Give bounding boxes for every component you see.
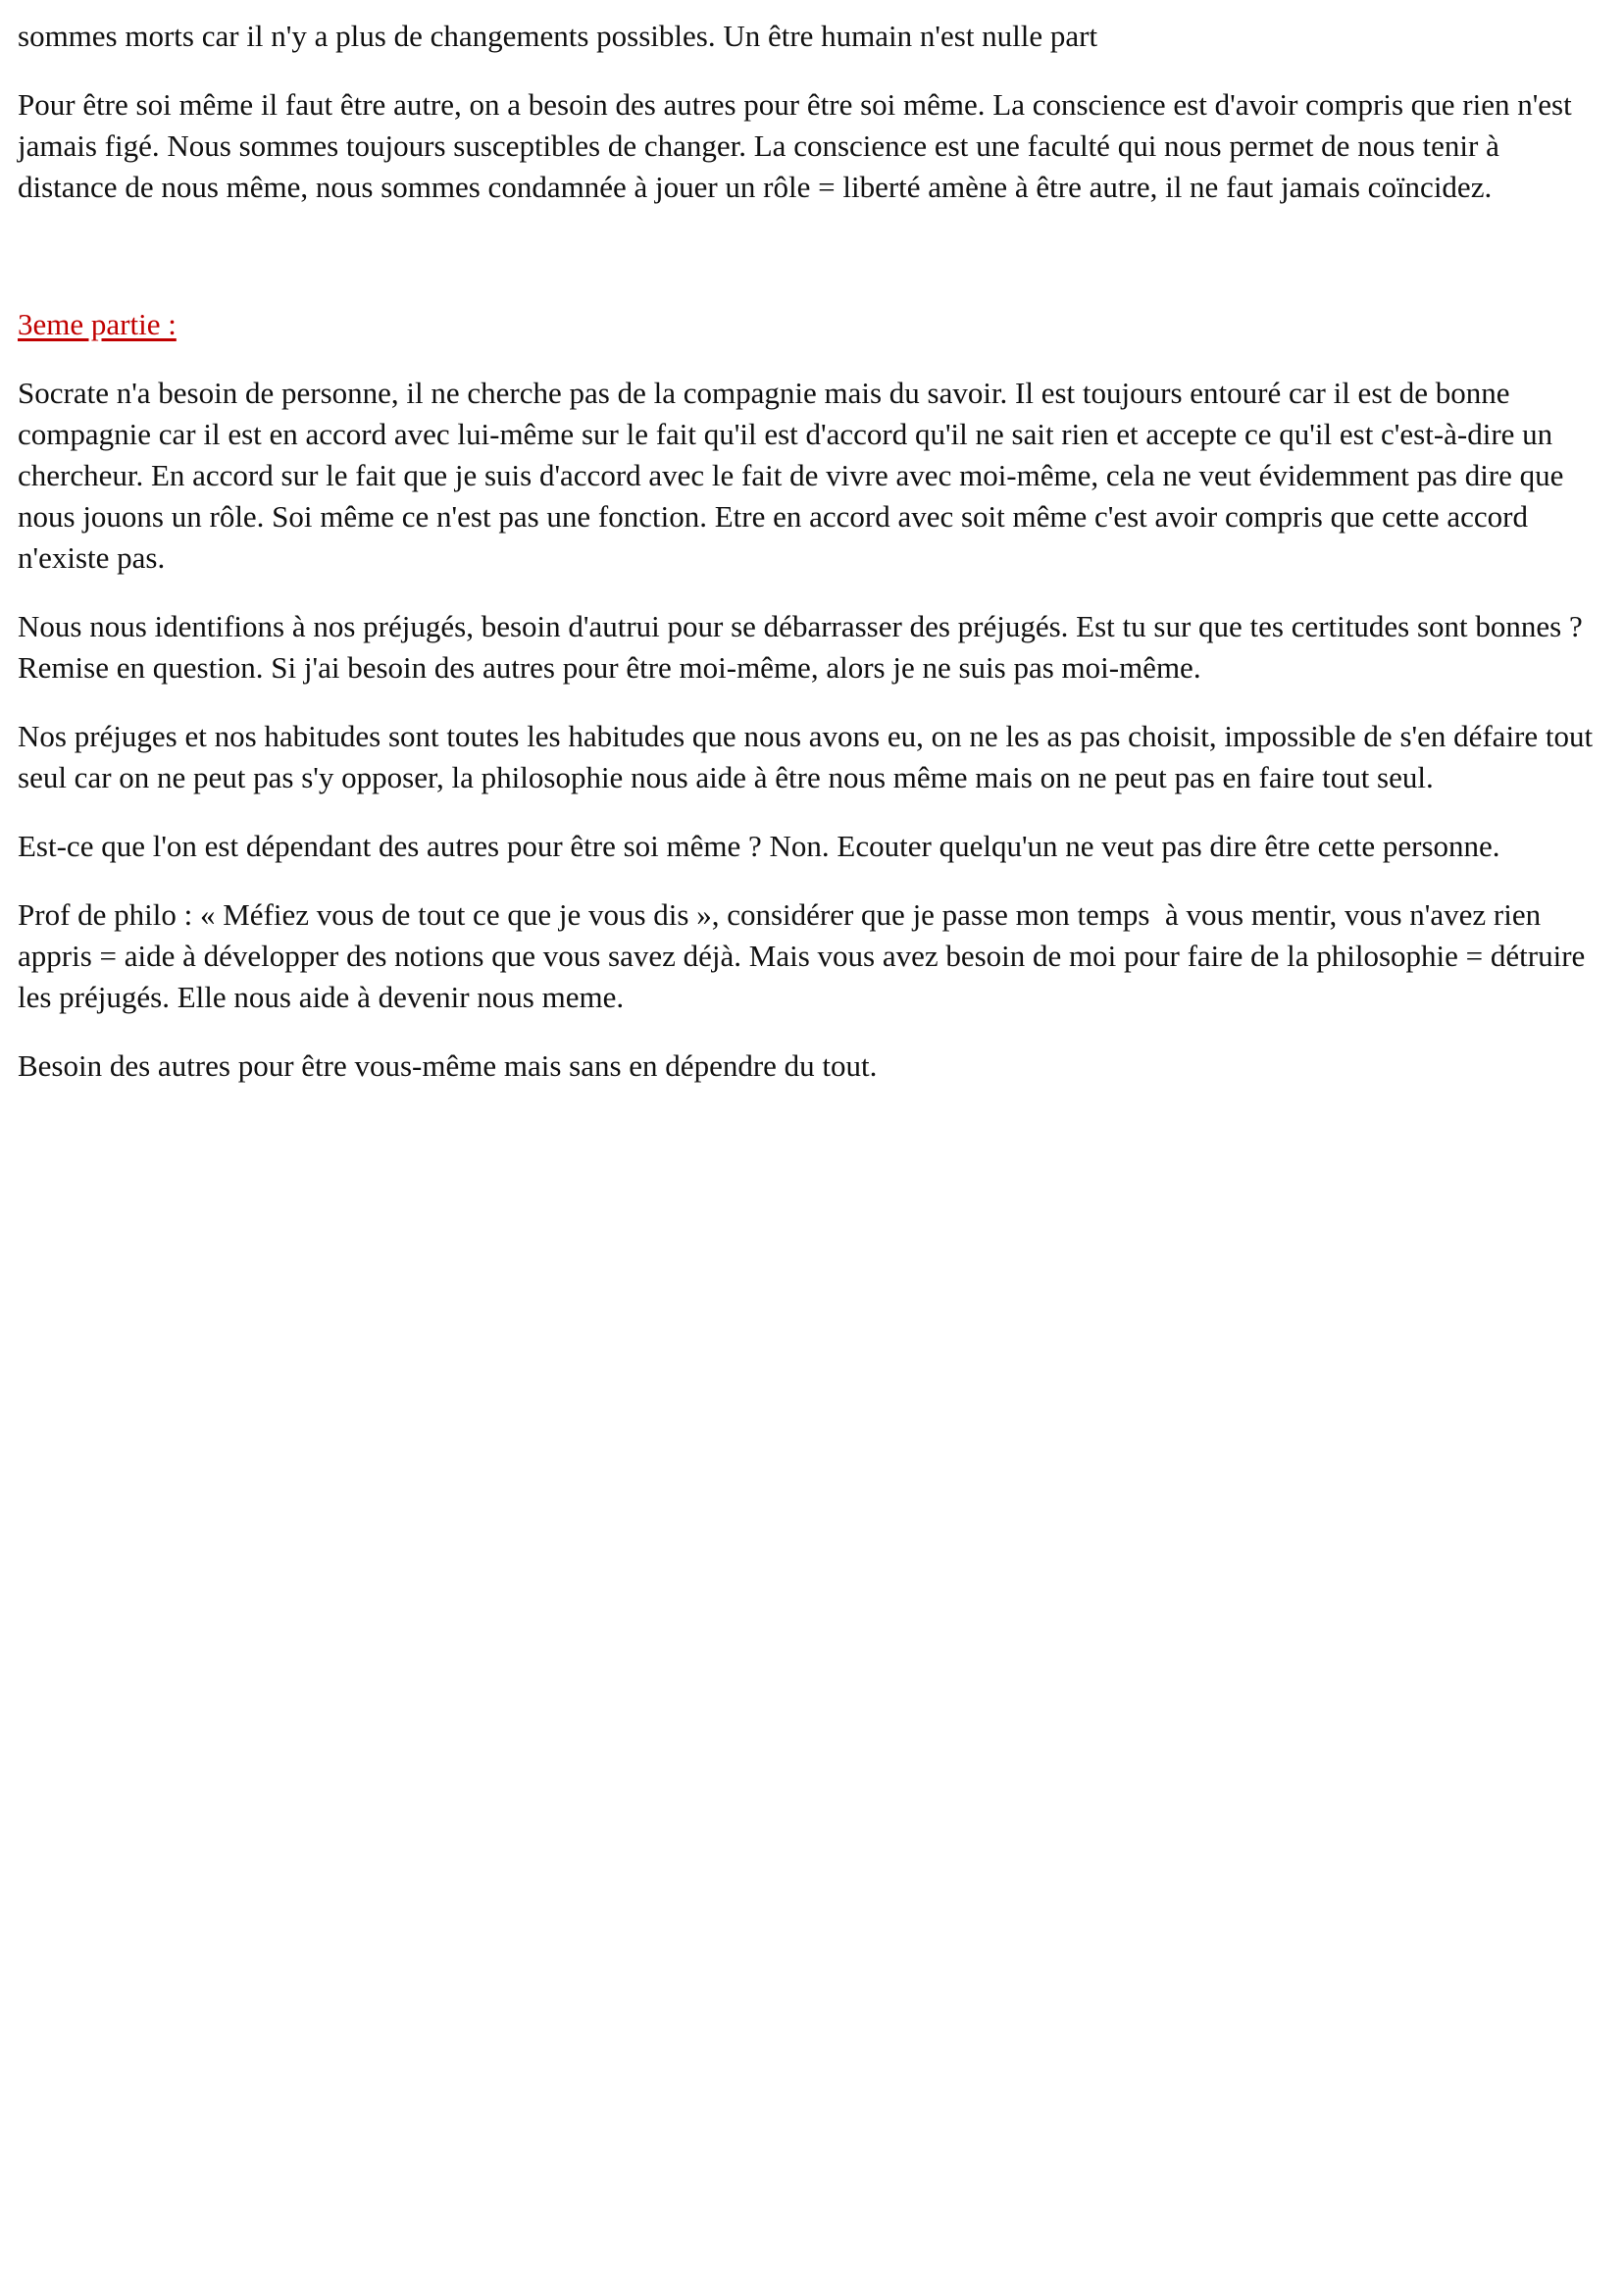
- paragraph-section-1: Socrate n'a besoin de personne, il ne cherche pas de la compagnie mais du savoir. Il est toujours entouré car il est de bonne compagnie car il est en accord avec lui-même sur le fait qu'il est d'accord qu'il ne sait rien et accepte ce qu'il est c'est-à-dire un chercheur. En accord sur le fait que je suis d'accord avec le fait de vivre avec moi-même, cela ne veut évidemment pas dire que nous jouons un rôle. Soi même ce n'est pas une fonction. Etre en accord avec soit même c'est avoir compris que cette accord n'existe pas.: [18, 376, 1572, 575]
- paragraph-section-4: Est-ce que l'on est dépendant des autres pour être soi même ? Non. Ecouter quelqu'un ne veut pas dire être cette personne.: [18, 829, 1500, 863]
- section-spacer: [18, 235, 1606, 304]
- paragraph-section-3: Nos préjuges et nos habitudes sont toutes les habitudes que nous avons eu, on ne les as pas choisit, impossible de s'en défaire tout seul car on ne peut pas s'y opposer, la philosophie nous aide à être nous même mais on ne peut pas en faire tout seul.: [18, 719, 1600, 794]
- section-heading: 3eme partie :: [18, 307, 177, 341]
- paragraph-intro-2: Pour être soi même il faut être autre, on a besoin des autres pour être soi même. La conscience est d'avoir compris que rien n'est jamais figé. Nous sommes toujours susceptibles de changer. La conscience est une faculté qui nous permet de nous tenir à distance de nous même, nous sommes condamnée à jouer un rôle = liberté amène à être autre, il ne faut jamais coïncidez.: [18, 87, 1580, 204]
- paragraph-section-2: Nous nous identifions à nos préjugés, besoin d'autrui pour se débarrasser des préjugés. Est tu sur que tes certitudes sont bonnes ? Remise en question. Si j'ai besoin des autres pour être moi-même, alors je ne suis pas moi-même.: [18, 609, 1591, 685]
- paragraph-section-5: Prof de philo : « Méfiez vous de tout ce que je vous dis », considérer que je passe mon temps à vous mentir, vous n'avez rien appris = aide à développer des notions que vous savez déjà. Mais vous avez besoin de moi pour faire de la philosophie = détruire les préjugés. Elle nous aide à devenir nous meme.: [18, 897, 1594, 1014]
- paragraph-intro-1: sommes morts car il n'y a plus de changements possibles. Un être humain n'est nulle part: [18, 19, 1098, 53]
- paragraph-section-6: Besoin des autres pour être vous-même mais sans en dépendre du tout.: [18, 1048, 878, 1083]
- document-page: [18, 16, 1606, 1114]
